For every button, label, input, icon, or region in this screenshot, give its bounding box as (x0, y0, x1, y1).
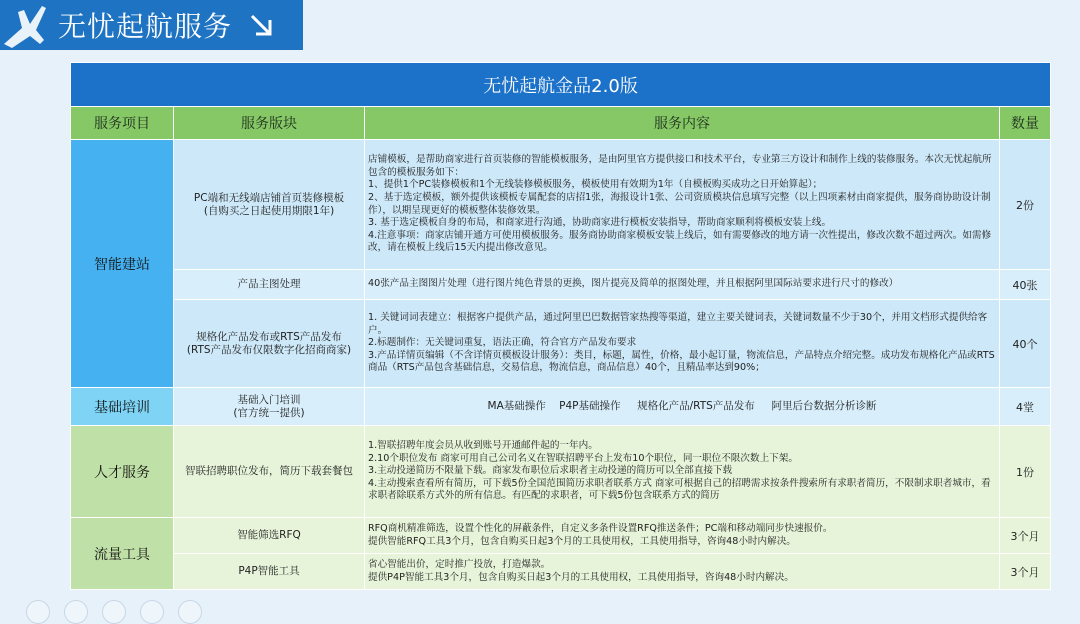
table-row (71, 426, 1051, 518)
content-line: 4.注意事项：商家店铺开通方可使用模板服务。服务商协助商家模板安装上线后，如有需要修改的地方请一次性提出，修改次数不超过两次。如需修改，请在模板上线后15天内提出修改意见。 (368, 229, 992, 254)
content-line: 提供智能RFQ工具3个月，包含自购买日起3个月的工具使用权，工具使用指导，咨询48小时内解决。 (368, 535, 796, 547)
content-line: 2、基于选定模板，额外提供该模板专属配套的店招1张，海报设计1张、公司资质模块信息填写完整（以上四项素材由商家提供，服务商协助设计制作），以期呈现更好的模板整体装修效果。 (368, 191, 991, 216)
block-line: 规格化产品发布或RTS产品发布 (196, 330, 342, 343)
content-line: 3.主动投递简历不限量下载。商家发布职位后求职者主动投递的简历可以全部直接下载 (368, 465, 733, 477)
content-line: 1、提供1个PC装修模板和1个无线装修模板服务，模板使用有效期为1年（自模板购买成功之日开始算起）； (368, 179, 823, 191)
content-cell (365, 554, 1000, 590)
service-table (70, 62, 1051, 590)
content-cell (365, 518, 1000, 554)
content-line: 1. 关键词词表建立：根据客户提供产品，通过阿里巴巴数据管家热搜等渠道，建立主要关键词表，关键词数量不少于30个，并用文档形式提供给客户。 (368, 312, 988, 336)
decorative-dots (26, 600, 202, 624)
column-header: 服务版块 (174, 107, 365, 140)
block-cell (174, 300, 365, 388)
quantity-cell: 2份 (1000, 140, 1051, 270)
block-line: PC端和无线端店铺首页装修模板 (193, 191, 345, 204)
block-cell: 智联招聘职位发布，简历下载套餐包 (174, 426, 365, 518)
content-line: 2.10个职位发布 商家可用自己公司名义在智联招聘平台上发布10个职位，同一职位不限次数上下架。 (368, 452, 798, 464)
content-cell (365, 270, 1000, 300)
category-cell: 流量工具 (71, 518, 174, 590)
quantity-cell: 1份 (1000, 426, 1051, 518)
column-header: 服务内容 (365, 107, 1000, 140)
block-cell (174, 388, 365, 426)
block-line: 基础入门培训 (237, 393, 301, 406)
block-line: (官方统一提供) (233, 406, 305, 419)
content-cell: MA基础操作 P4P基础操作 规格化产品/RTS产品发布 阿里后台数据分析诊断 (365, 388, 1000, 426)
content-line: RFQ商机精准筛选，设置个性化的屏蔽条件，自定义多条件设置RFQ推送条件；PC端和移动端同步快速报价。 (368, 522, 833, 534)
category-cell: 智能建站 (71, 140, 174, 388)
column-header: 服务项目 (71, 107, 174, 140)
dot (26, 600, 50, 624)
content-line: 1.智联招聘年度会员从收到账号开通邮件起的一年内。 (368, 440, 598, 452)
block-cell (174, 140, 365, 270)
block-cell: 智能筛选RFQ (174, 518, 365, 554)
table-row (71, 518, 1051, 554)
category-cell: 人才服务 (71, 426, 174, 518)
dot (178, 600, 202, 624)
content-cell (365, 426, 1000, 518)
category-cell: 基础培训 (71, 388, 174, 426)
content-cell (365, 140, 1000, 270)
plane-icon (0, 0, 48, 50)
quantity-cell: 3个月 (1000, 518, 1051, 554)
section-header (0, 0, 303, 50)
column-header: 数量 (1000, 107, 1051, 140)
block-cell: 产品主图处理 (174, 270, 365, 300)
dot (102, 600, 126, 624)
table-title: 无忧起航金品2.0版 (71, 63, 1051, 107)
arrow-down-right-icon (248, 10, 278, 40)
table-row (71, 270, 1051, 300)
table-row (71, 300, 1051, 388)
block-cell: P4P智能工具 (174, 554, 365, 590)
quantity-cell: 40张 (1000, 270, 1051, 300)
block-line: (RTS产品发布仅限数字化招商商家) (186, 343, 352, 356)
dot (140, 600, 164, 624)
block-line: (自购买之日起使用期限1年) (203, 204, 335, 217)
quantity-cell: 40个 (1000, 300, 1051, 388)
content-line: 3.产品详情页编辑（不含详情页模板设计服务）：类目，标题，属性，价格，最小起订量，物流信息，产品特点介绍完整。成功发布规格化产品或RTS商品（RTS产品包含基础信息，交易信息，物流信息，商品信息）40个，且精品率达到90%； (368, 349, 995, 374)
page-title: 无忧起航服务 (58, 10, 233, 43)
content-line: 40张产品主图图片处理（进行图片纯色背景的更换，图片提亮及简单的抠图处理，并且根据阿里国际站要求进行尺寸的修改） (368, 278, 899, 290)
content-line: 提供P4P智能工具3个月，包含自购买日起3个月的工具使用权，工具使用指导，咨询48小时内解决。 (368, 571, 794, 583)
content-line: 省心智能出价，定时推广投放，打造爆款。 (368, 558, 551, 570)
content-cell (365, 300, 1000, 388)
content-line: 店铺模板，是帮助商家进行首页装修的智能模板服务，是由阿里官方提供接口和技术平台，专业第三方设计和制作上线的装修服务。本次无忧起航所包含的模板服务如下： (368, 154, 992, 178)
table-row (71, 554, 1051, 590)
table-row (71, 140, 1051, 270)
content-line: 2.标题制作：无关键词重复，语法正确，符合官方产品发布要求 (368, 337, 637, 349)
dot (64, 600, 88, 624)
quantity-cell: 4堂 (1000, 388, 1051, 426)
table-row (71, 388, 1051, 426)
table-header-row (71, 107, 1051, 140)
quantity-cell: 3个月 (1000, 554, 1051, 590)
content-line: 4.主动搜索查看所有简历，可下载5份全国范围简历求职者联系方式 商家可根据自己的招聘需求按条件搜索所有求职者简历，不限制求职者城市，看求职者除联系方式外的所有信息。有匹配的求职者，可下载5份包含联系方式的简历 (368, 477, 991, 502)
content-line: 3. 基于选定模板自身的布局，和商家进行沟通，协助商家进行模板安装指导，帮助商家顺利将模板安装上线。 (368, 217, 832, 229)
